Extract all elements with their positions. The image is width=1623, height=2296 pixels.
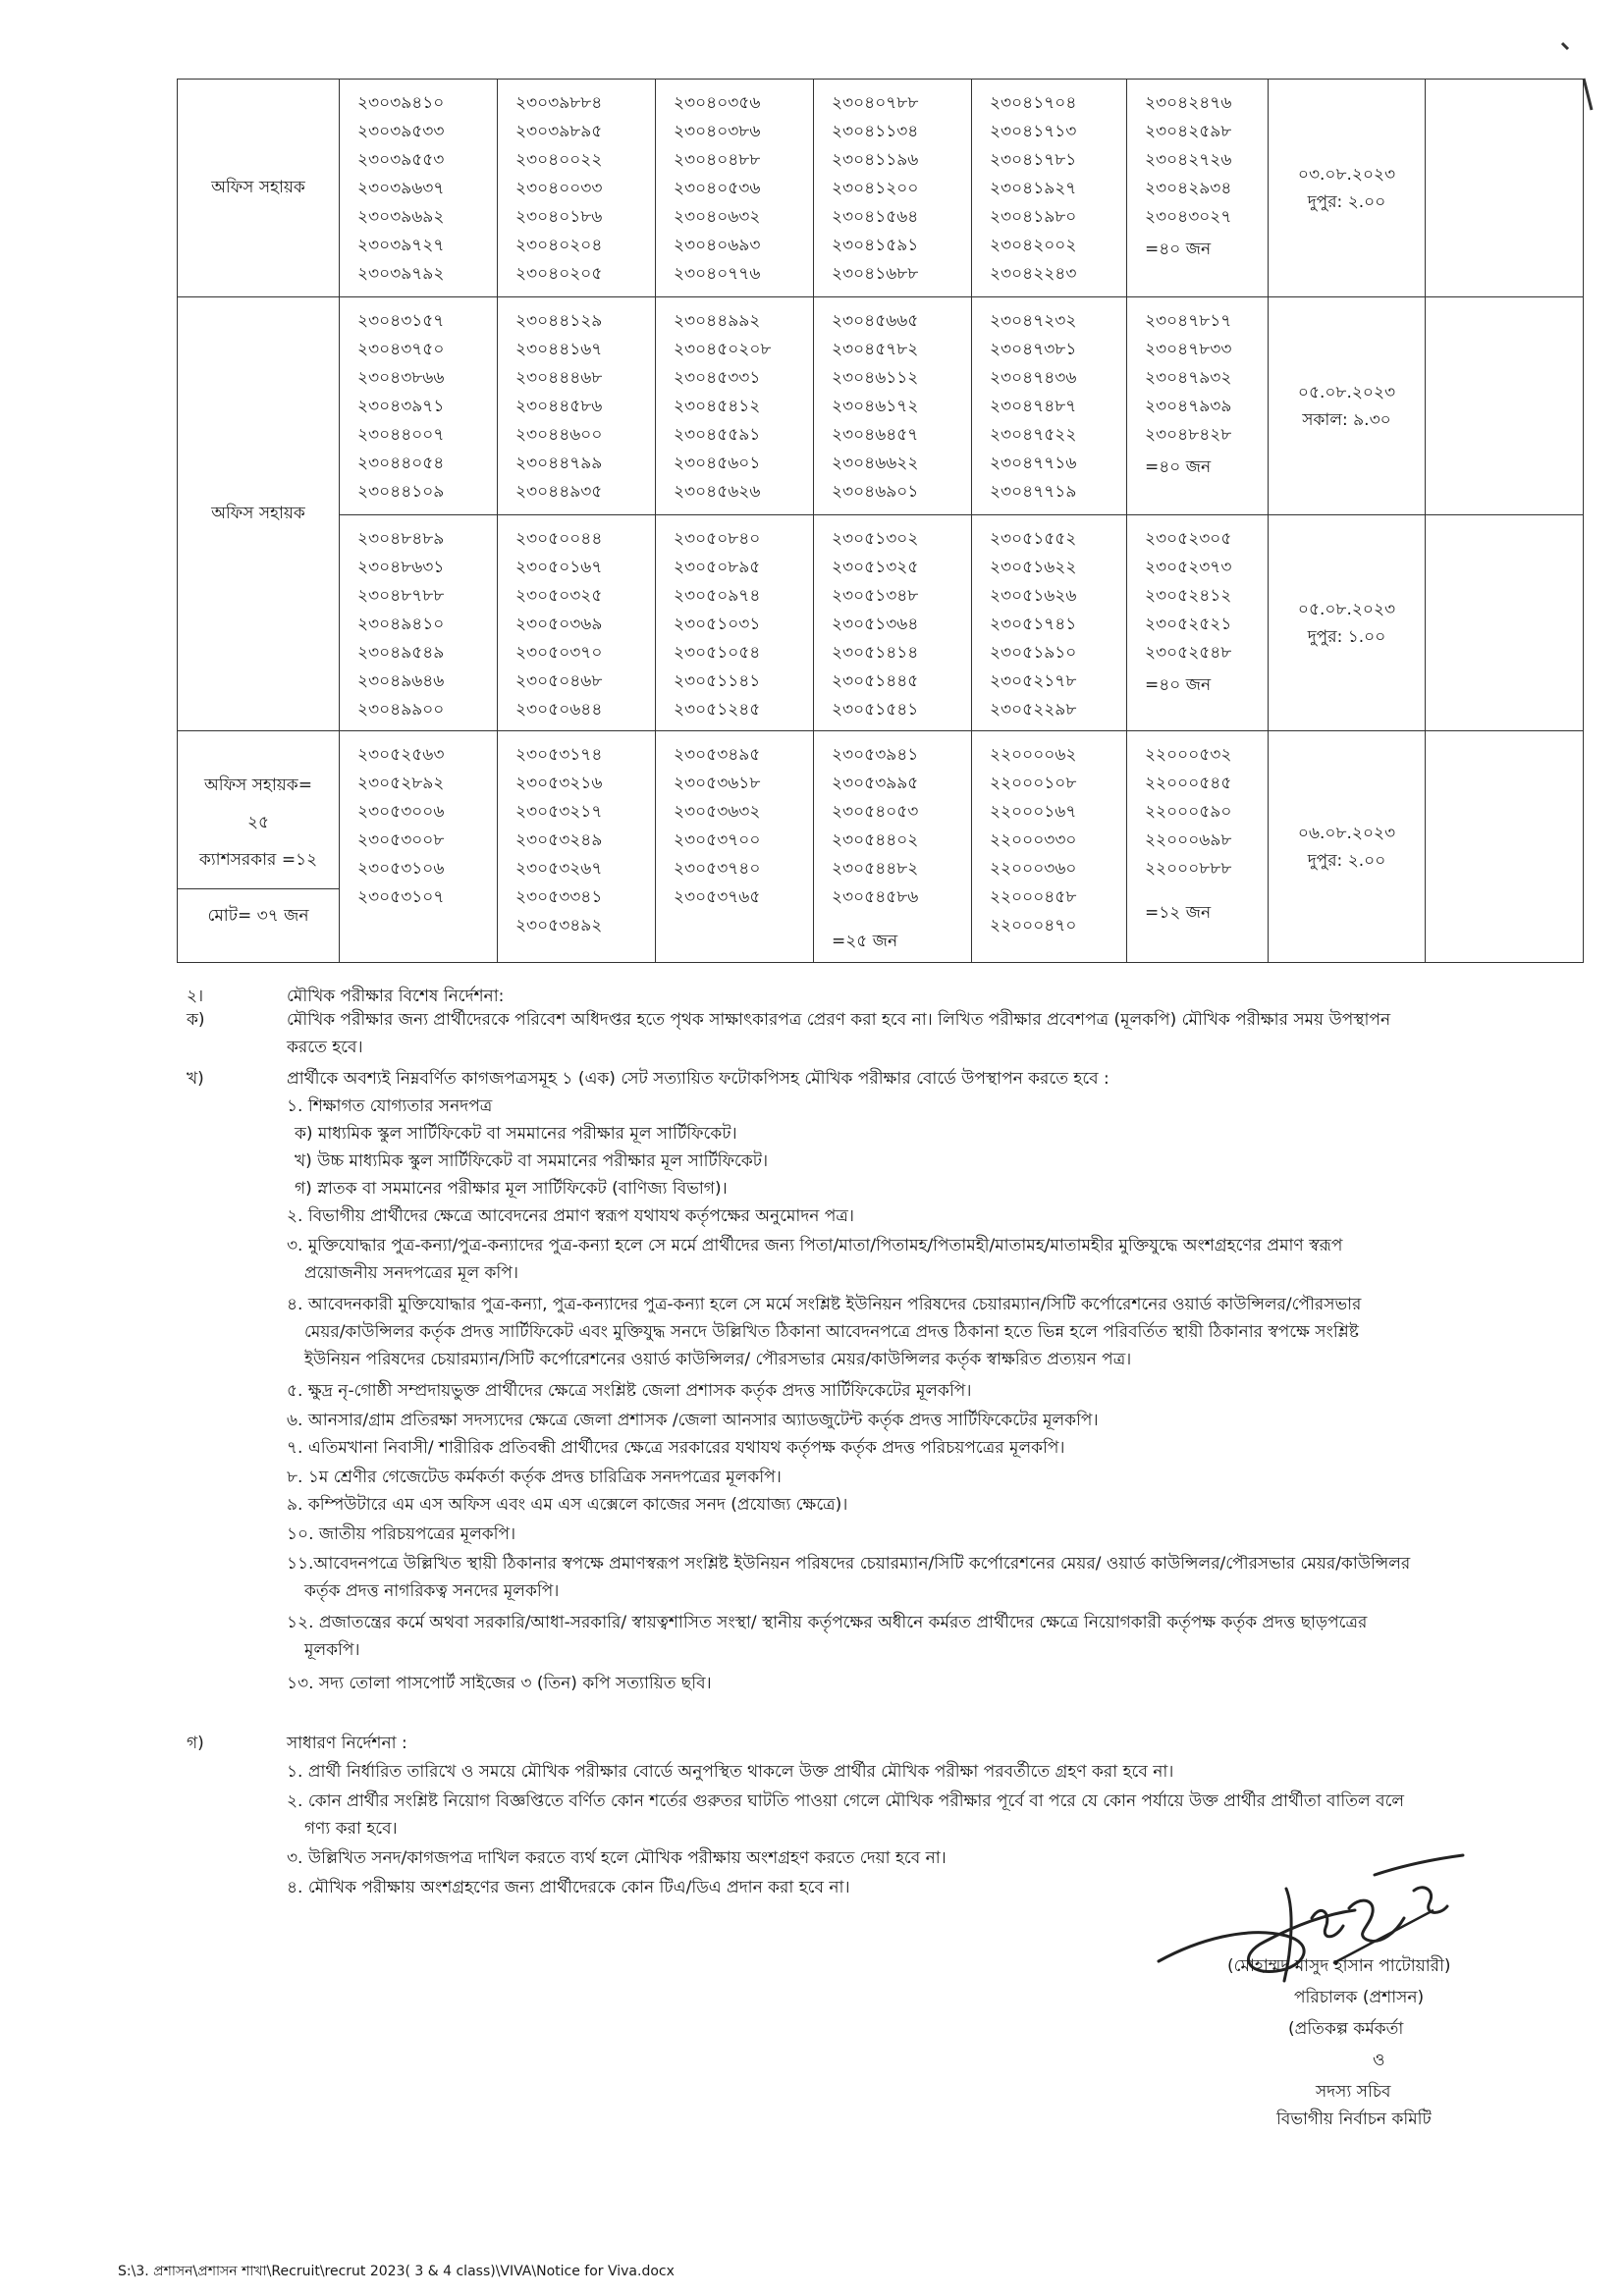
general-instruction-line: ২. কোন প্রার্থীর সংশ্লিষ্ট নিয়োগ বিজ্ঞপ্তিতে বর্ণিত কোন শর্তের গুরুতর ঘাটতি পাওয়া গেলে মৌখিক পরীক্ষার পূর্বে বা পরে যে কোন পর্যায়ে উক্ত প্রার্থীর প্রার্থীতা বাতিল বলে: [287, 1791, 1405, 1811]
roll-number: ২৩০৫১২৪৫: [674, 700, 761, 720]
roll-number: ২৩০৪২৭২৬: [1145, 150, 1232, 170]
roll-number: ২৩০৪২০০২: [990, 236, 1077, 255]
ga-heading: সাধারণ নির্দেশনা :: [287, 1734, 407, 1753]
roll-number: ২৩০৪৫৪১২: [674, 397, 761, 416]
roll-column-4: [814, 297, 972, 515]
roll-number: ২৩০৪৩৮৬৬: [357, 368, 445, 388]
roll-number: ২৩০৪৯৫৪৯: [357, 643, 445, 663]
roll-number-table: [177, 79, 1584, 963]
roll-number: ২৩০৫০০৪৪: [515, 529, 603, 549]
roll-number: ২৩০৪৮৭৮৮: [357, 586, 445, 606]
roll-number: ২৩০৪১৭০৪: [990, 93, 1077, 113]
roll-number: ২৩০৪০৩৮৬: [674, 122, 761, 141]
roll-number: ২৩০৫১৬২৬: [990, 586, 1077, 606]
roll-number: ২৩০৫১১৪১: [674, 671, 761, 691]
roll-number: ২৩০৪৫০২০৮: [674, 340, 772, 359]
roll-number: ২৩০৪৭৭১৬: [990, 454, 1077, 473]
roll-column-4: [814, 515, 972, 731]
roll-column-6: [1127, 731, 1269, 963]
roll-number: ২৩০৫১৬২২: [990, 558, 1077, 577]
roll-number: ২৩০৩৯৮৯৫: [515, 122, 603, 141]
roll-number: ২৩০৫১৩৬৪: [832, 614, 919, 634]
document-requirement-line: মূলকপি।: [304, 1640, 360, 1660]
roll-number: ২৩০৫২২৯৮: [990, 700, 1077, 720]
roll-number: ২৩০৪৪৭৯৯: [515, 454, 603, 473]
roll-column-3: [656, 731, 814, 963]
roll-number: ২৩০৪১৫৯১: [832, 236, 919, 255]
roll-number: ২৩০৪১৫৬৪: [832, 207, 919, 227]
schedule-cell: [1269, 80, 1426, 297]
roll-number: ২৩০৪৭৯৩৯: [1145, 397, 1232, 416]
roll-number: ২২০০০৪৫৮: [990, 887, 1077, 907]
roll-number: ২২০০০৩৬০: [990, 859, 1077, 879]
roll-number: ২৩০৪১৯২৭: [990, 179, 1077, 198]
candidate-count: =৪০ জন: [1145, 240, 1212, 259]
roll-number: ২৩০৪৬১১২: [832, 368, 919, 388]
document-requirement-line: ৮. ১ম শ্রেণীর গেজেটেড কর্মকর্তা কর্তৃক প্রদত্ত চারিত্রিক সনদপত্রের মূলকপি।: [287, 1468, 782, 1487]
roll-number: ২৩০৪৭৩৮১: [990, 340, 1077, 359]
roll-number: ২৩০৫৪৪৮২: [832, 859, 919, 879]
roll-number: ২৩০৫১৫৫২: [990, 529, 1077, 549]
roll-number: ২৩০৫০৯৭৪: [674, 586, 761, 606]
roll-number: ২৩০৪১১৩৪: [832, 122, 919, 141]
roll-number: ২৩০৫৩৯৪১: [832, 745, 919, 765]
empty-remarks-cell: [1426, 731, 1584, 963]
roll-number: ২২০০০৮৮৮: [1145, 859, 1232, 879]
roll-number: ২৩০৪০৫৩৬: [674, 179, 761, 198]
post-label: অফিস সহায়ক: [211, 503, 305, 523]
roll-number: ২৩০৪৭৮৩৩: [1145, 340, 1232, 359]
roll-number: ২৩০৫২৮৯২: [357, 774, 445, 793]
roll-number: ২৩০৪৩৯৭১: [357, 397, 445, 416]
candidate-count: =৪০ জন: [1145, 457, 1212, 477]
document-requirement-line: গ) স্নাতক বা সমমানের পরীক্ষার মূল সার্টিফিকেট (বাণিজ্য বিভাগ)।: [295, 1179, 728, 1199]
exam-date: ০৬.০৮.২০২৩: [1297, 823, 1396, 843]
roll-number: ২৩০৫৩৭৪০: [674, 859, 761, 879]
roll-number: ২৩০৪৮৪২৮: [1145, 425, 1232, 445]
roll-number: ২৩০৪৮৪৮৯: [357, 529, 445, 549]
general-instruction-line: ৪. মৌখিক পরীক্ষায় অংশগ্রহণের জন্য প্রার্থীদেরকে কোন টিএ/ডিএ প্রদান করা হবে না।: [287, 1878, 850, 1897]
roll-number: ২৩০৪৪১০৯: [357, 482, 445, 502]
roll-number: ২৩০৪৫৭৮২: [832, 340, 919, 359]
roll-number: ২৩০৪৭২৩২: [990, 311, 1077, 331]
kha-marker: খ): [187, 1069, 204, 1089]
roll-number: ২৩০৪৫৬২৬: [674, 482, 761, 502]
roll-number: ২৩০৫৩৪৯৫: [674, 745, 761, 765]
roll-number: ২৩০৫২৪১২: [1145, 586, 1232, 606]
roll-number: ২৩০৫১৪১৪: [832, 643, 919, 663]
roll-number: ২৩০৪৪০০৭: [357, 425, 445, 445]
roll-number: ২৩০৫২৫৬৩: [357, 745, 445, 765]
roll-column-4: [814, 731, 972, 963]
roll-number: ২৩০৫০৪৬৮: [515, 671, 603, 691]
roll-number: ২৩০৫২৫৪৮: [1145, 643, 1232, 663]
roll-number: ২২০০০১৬৭: [990, 802, 1077, 822]
document-requirement-line: প্রয়োজনীয় সনদপত্রের মূল কপি।: [304, 1263, 518, 1283]
roll-number: ২৩০৫৩২১৭: [515, 802, 603, 822]
exam-time: দুপুর: ২.০০: [1307, 191, 1386, 212]
roll-number: ২৩০৫৩২৬৭: [515, 859, 603, 879]
general-instruction-line: ৩. উল্লিখিত সনদ/কাগজপত্র দাখিল করতে ব্যর্থ হলে মৌখিক পরীক্ষায় অংশগ্রহণ করতে দেয়া হবে না।: [287, 1848, 947, 1868]
signatory-role: (প্রতিকল্প কর্মকর্তা: [1288, 2019, 1404, 2039]
roll-number: ২৩০৫৪৪০২: [832, 830, 919, 850]
roll-number: ২৩০৫৩১০৬: [357, 859, 445, 879]
roll-number: ২৩০৫৩৩৪১: [515, 887, 603, 907]
roll-number: ২২০০০৫৪৫: [1145, 774, 1232, 793]
roll-number: ২৩০৪৯৪১০: [357, 614, 445, 634]
roll-column-3: [656, 80, 814, 297]
roll-number: ২৩০৪৩৭৫০: [357, 340, 445, 359]
exam-date: ০৩.০৮.২০২৩: [1297, 164, 1396, 185]
roll-column-5: [972, 297, 1127, 515]
roll-number: ২৩০৫২১৭৮: [990, 671, 1077, 691]
empty-remarks-cell: [1426, 515, 1584, 731]
roll-number: ২৩০৫৩৭০০: [674, 830, 761, 850]
ga-marker: গ): [187, 1734, 204, 1753]
roll-number: ২৩০৫৩৬৩২: [674, 802, 761, 822]
roll-number: ২৩০৪৬১৭২: [832, 397, 919, 416]
document-requirement-line: মেয়র/কাউন্সিলর কর্তৃক প্রদত্ত সার্টিফিকেট এবং মুক্তিযুদ্ধ সনদে উল্লিখিত ঠিকানা আবেদনপত্রে প্রদত্ত ঠিকানা হতে ভিন্ন হলে পরিবর্তিত স্থায়ী ঠিকানার স্বপক্ষে সংশ্লিষ্ট: [304, 1322, 1359, 1342]
post-cell: [178, 80, 340, 297]
roll-number: ২৩০৫৩৬১৮: [674, 774, 761, 793]
candidate-count: =২৫ জন: [832, 932, 898, 951]
roll-number: ২৩০৪৬৪৫৭: [832, 425, 919, 445]
roll-number: ২৩০৪১৭১৩: [990, 122, 1077, 141]
roll-number: ২৩০৩৯৪১০: [357, 93, 445, 113]
post-cell: [178, 297, 340, 731]
roll-number: ২৩০৪১৯৮০: [990, 207, 1077, 227]
roll-number: ২৩০৫৩১৭৪: [515, 745, 603, 765]
roll-number: ২৩০৩৯৭৯২: [357, 264, 445, 284]
empty-remarks-cell: [1426, 80, 1584, 297]
roll-number: ২৩০৪২৯৩৪: [1145, 179, 1232, 198]
document-requirement-line: ৩. মুক্তিযোদ্ধার পুত্র-কন্যা/পুত্র-কন্যাদের পুত্র-কন্যা হলে সে মর্মে প্রার্থীদের জন্য পিতা/মাতা/পিতামহ/পিতামহী/মাতামহ/মাতামহীর মুক্তিযুদ্ধে অংশগ্রহণের প্রমাণ স্বরূপ: [287, 1236, 1343, 1255]
section-number: ২।: [187, 987, 204, 1006]
roll-number: ২৩০৫৩১০৭: [357, 887, 445, 907]
document-requirement-line: ৭. এতিমখানা নিবাসী/ শারীরিক প্রতিবন্ধী প্রার্থীদের ক্ষেত্রে সরকারের যথাযথ কর্তৃপক্ষ কর্তৃক প্রদত্ত পরিচয়পত্রের মূলকপি।: [287, 1438, 1065, 1458]
roll-number: ২৩০৪৪৬০০: [515, 425, 603, 445]
general-instruction-line: ১. প্রার্থী নির্ধারিত তারিখে ও সময়ে মৌখিক পরীক্ষার বোর্ডে অনুপস্থিত থাকলে উক্ত প্রার্থীর মৌখিক পরীক্ষা পরবর্তীতে গ্রহণ করা হবে না।: [287, 1762, 1174, 1782]
roll-number: ২৩০৪৮৬৩১: [357, 558, 445, 577]
roll-number: ২৩০৫১০৩১: [674, 614, 761, 634]
roll-number: ২৩০৫০৩৭০: [515, 643, 603, 663]
roll-number: ২৩০৪০১৮৬: [515, 207, 603, 227]
document-requirement-line: ক) মাধ্যমিক স্কুল সার্টিফিকেট বা সমমানের পরীক্ষার মূল সার্টিফিকেট।: [295, 1124, 737, 1144]
roll-number: ২২০০০০৬২: [990, 745, 1077, 765]
document-requirement-line: ৬. আনসার/গ্রাম প্রতিরক্ষা সদস্যদের ক্ষেত্রে জেলা প্রশাসক /জেলা আনসার অ্যাডজুটেন্ট কর্তৃক প্রদত্ত সার্টিফিকেটের মূলকপি।: [287, 1411, 1099, 1430]
roll-column-3: [656, 515, 814, 731]
post-label: অফিস সহায়ক=: [204, 775, 312, 795]
roll-number: ২৩০৪০২০৪: [515, 236, 603, 255]
roll-number: ২৩০৪০৭৭৬: [674, 264, 761, 284]
roll-column-6: [1127, 80, 1269, 297]
schedule-cell: [1269, 731, 1426, 963]
roll-number: ২৩০৪৪১৬৭: [515, 340, 603, 359]
roll-number: ২২০০০৫৩২: [1145, 745, 1232, 765]
roll-number: ২৩০৪৭৪৩৬: [990, 368, 1077, 388]
roll-number: ২৩০৫৩০০৮: [357, 830, 445, 850]
signatory-committee: বিভাগীয় নির্বাচন কমিটি: [1276, 2109, 1432, 2129]
signatory-conjunction: ও: [1373, 2051, 1385, 2070]
document-requirement-line: ১০. জাতীয় পরিচয়পত্রের মূলকপি।: [287, 1524, 516, 1544]
document-requirement-line: খ) উচ্চ মাধ্যমিক স্কুল সার্টিফিকেট বা সমমানের পরীক্ষার মূল সার্টিফিকেট।: [295, 1151, 769, 1171]
roll-column-6: [1127, 297, 1269, 515]
roll-number: ২৩০৪৭৯৩২: [1145, 368, 1232, 388]
roll-number: ২২০০০১০৮: [990, 774, 1077, 793]
roll-number: ২৩০৪৯৬৪৬: [357, 671, 445, 691]
candidate-count: =৪০ জন: [1145, 675, 1212, 695]
roll-number: ২৩০৫৩৪৯২: [515, 916, 603, 935]
roll-number: ২৩০৩৯৬৩৭: [357, 179, 445, 198]
post-label: ক্যাশসরকার =১২: [198, 850, 318, 870]
ka-line-1: মৌখিক পরীক্ষার জন্য প্রার্থীদেরকে পরিবেশ অধিদপ্তর হতে পৃথক সাক্ষাৎকারপত্র প্রেরণ করা হবে না। লিখিত পরীক্ষার প্রবেশপত্র (মূলকপি) মৌখিক পরীক্ষার সময় উপস্থাপন: [287, 1010, 1391, 1030]
roll-number: ২৩০৩৯৫৫৩: [357, 150, 445, 170]
roll-number: ২৩০৪৭৮১৭: [1145, 311, 1232, 331]
roll-number: ২২০০০৫৯০: [1145, 802, 1232, 822]
roll-number: ২৩০৪২২৪৩: [990, 264, 1077, 284]
roll-number: ২৩০৪৫৬০১: [674, 454, 761, 473]
roll-column-1: [340, 731, 498, 963]
kha-intro: প্রার্থীকে অবশ্যই নিম্নবর্ণিত কাগজপত্রসমূহ ১ (এক) সেট সত্যায়িত ফটোকপিসহ মৌখিক পরীক্ষার বোর্ডে উপস্থাপন করতে হবে :: [287, 1069, 1109, 1089]
file-path-footer: S:\3. প্রশাসন\প্রশাসন শাখা\Recruit\recrut 2023( 3 & 4 class)\VIVA\Notice for Viva.docx: [118, 2264, 675, 2279]
roll-number: ২৩০৫৩২১৬: [515, 774, 603, 793]
roll-number: ২৩০৪৬৬২২: [832, 454, 919, 473]
roll-number: ২৩০৩৯৫৩৩: [357, 122, 445, 141]
roll-number: ২৩০৪৫৩৩১: [674, 368, 761, 388]
post-label: অফিস সহায়ক: [211, 177, 305, 197]
document-requirement-line: ১৩. সদ্য তোলা পাসপোর্ট সাইজের ৩ (তিন) কপি সত্যায়িত ছবি।: [287, 1674, 712, 1693]
roll-number: ২৩০৪৪৪৬৮: [515, 368, 603, 388]
table-row: [178, 297, 1584, 515]
roll-number: ২৩০৪০০৩৩: [515, 179, 603, 198]
roll-number: ২৩০৫৩৯৯৫: [832, 774, 919, 793]
roll-column-2: [498, 515, 656, 731]
table-row: [178, 80, 1584, 297]
roll-number: ২৩০৪১২০০: [832, 179, 919, 198]
roll-number: ২৩০৪৪০৫৪: [357, 454, 445, 473]
roll-number: ২৩০৫৩২৪৯: [515, 830, 603, 850]
roll-number: ২৩০৪১৬৮৮: [832, 264, 919, 284]
roll-number: ২৩০৪৬৯০১: [832, 482, 919, 502]
roll-column-1: [340, 80, 498, 297]
table-row: [178, 515, 1584, 731]
roll-number: ২৩০৩৯৬৯২: [357, 207, 445, 227]
empty-remarks-cell: [1426, 297, 1584, 515]
roll-number: ২৩০৪২৫৯৮: [1145, 122, 1232, 141]
roll-number: ২৩০৪৪৯৯২: [674, 311, 761, 331]
roll-number: ২৩০৪৩০২৭: [1145, 207, 1232, 227]
roll-number: ২৩০৫০৮৪০: [674, 529, 761, 549]
roll-number: ২৩০৫৪৫৮৬: [832, 887, 919, 907]
roll-column-5: [972, 515, 1127, 731]
roll-column-5: [972, 731, 1127, 963]
roll-column-5: [972, 80, 1127, 297]
roll-number: ২৩০৪৪৫৮৬: [515, 397, 603, 416]
roll-number: ২৩০৫০৩৬৯: [515, 614, 603, 634]
roll-column-2: [498, 731, 656, 963]
exam-time: দুপুর: ১.০০: [1307, 626, 1386, 647]
roll-number: ২৩০৫২৩৭৩: [1145, 558, 1232, 577]
post-cell: [178, 731, 340, 963]
exam-time: দুপুর: ২.০০: [1307, 850, 1386, 871]
exam-time: সকাল: ৯.৩০: [1302, 409, 1391, 430]
roll-column-2: [498, 297, 656, 515]
roll-number: ২৩০৪৭৪৮৭: [990, 397, 1077, 416]
signatory-name: (মোহাম্মদ মাসুদ হাসান পাটোয়ারী): [1227, 1956, 1451, 1976]
roll-number: ২৩০৪০২০৫: [515, 264, 603, 284]
schedule-cell: [1269, 297, 1426, 515]
post-label: ২৫: [246, 813, 270, 832]
roll-column-3: [656, 297, 814, 515]
signatory-title: পরিচালক (প্রশাসন): [1294, 1988, 1425, 2007]
roll-number: ২৩০৪১১৯৬: [832, 150, 919, 170]
document-requirement-line: ২. বিভাগীয় প্রার্থীদের ক্ষেত্রে আবেদনের প্রমাণ স্বরূপ যথাযথ কর্তৃপক্ষের অনুমোদন পত্র।: [287, 1206, 854, 1226]
document-requirement-line: ৫. ক্ষুদ্র নৃ-গোষ্ঠী সম্প্রদায়ভুক্ত প্রার্থীদের ক্ষেত্রে সংশ্লিষ্ট জেলা প্রশাসক কর্তৃক প্রদত্ত সার্টিফিকেটের মূলকপি।: [287, 1381, 972, 1401]
roll-number: ২৩০৪০৭৮৮: [832, 93, 919, 113]
roll-column-4: [814, 80, 972, 297]
section-heading: মৌখিক পরীক্ষার বিশেষ নির্দেশনা:: [287, 987, 505, 1006]
post-total: মোট= ৩৭ জন: [178, 888, 339, 931]
roll-number: ২৩০৪১৭৮১: [990, 150, 1077, 170]
ka-marker: ক): [187, 1010, 205, 1030]
roll-number: ২৩০৪৩১৫৭: [357, 311, 445, 331]
roll-number: ২৩০৫১০৫৪: [674, 643, 761, 663]
roll-number: ২৩০৫১৭৪১: [990, 614, 1077, 634]
roll-number: ২৩০৫০৮৯৫: [674, 558, 761, 577]
roll-number: ২৩০৪০৩৫৬: [674, 93, 761, 113]
roll-number: ২৩০৫১৪৪৫: [832, 671, 919, 691]
document-requirement-line: ১২. প্রজাতন্ত্রের কর্মে অথবা সরকারি/আধা-সরকারি/ স্বায়ত্বশাসিত সংস্থা/ স্থানীয় কর্তৃপক্ষের অধীনে কর্মরত প্রার্থীদের ক্ষেত্রে নিয়োগকারী কর্তৃপক্ষ কর্তৃক প্রদত্ত ছাড়পত্রের: [287, 1613, 1368, 1632]
roll-column-6: [1127, 515, 1269, 731]
roll-column-1: [340, 515, 498, 731]
roll-number: ২৩০৪৫৬৬৫: [832, 311, 919, 331]
document-requirement-line: ইউনিয়ন পরিষদের চেয়ারম্যান/সিটি কর্পোরেশনের ওয়ার্ড কাউন্সিলর/ পৌরসভার মেয়র/কাউন্সিলর কর্তৃক স্বাক্ষরিত প্রত্যয়ন পত্র।: [304, 1350, 1132, 1369]
roll-number: ২৩০৪০৬৯৩: [674, 236, 761, 255]
roll-number: ২৩০৪২৪৭৬: [1145, 93, 1232, 113]
document-requirement-line: ১১.আবেদনপত্রে উল্লিখিত স্থায়ী ঠিকানার স্বপক্ষে প্রমাণস্বরূপ সংশ্লিষ্ট ইউনিয়ন পরিষদের চেয়ারম্যান/সিটি কর্পোরেশনের মেয়র/ ওয়ার্ড কাউন্সিলর/পৌরসভার মেয়র/কাউন্সিলর: [287, 1554, 1411, 1574]
roll-number: ২৩০৫২৩০৫: [1145, 529, 1232, 549]
roll-number: ২৩০৫১৩২৫: [832, 558, 919, 577]
table-row: [178, 731, 1584, 963]
roll-number: ২৩০৫০৬৪৪: [515, 700, 603, 720]
candidate-count: =১২ জন: [1145, 903, 1212, 923]
roll-number: ২৩০৪৫৫৯১: [674, 425, 761, 445]
roll-number: ২৩০৪০০২২: [515, 150, 603, 170]
signatory-committee-role: সদস্য সচিব: [1316, 2082, 1391, 2102]
roll-number: ২২০০০৩৩০: [990, 830, 1077, 850]
document-requirement-line: ১. শিক্ষাগত যোগ্যতার সনদপত্র: [287, 1096, 493, 1116]
roll-number: ২৩০৪৪৯৩৫: [515, 482, 603, 502]
exam-date: ০৫.০৮.২০২৩: [1297, 599, 1396, 619]
roll-number: ২৩০৫০৩২৫: [515, 586, 603, 606]
roll-number: ২২০০০৬৯৮: [1145, 830, 1232, 850]
roll-number: ২৩০৪৪১২৯: [515, 311, 603, 331]
exam-date: ০৫.০৮.২০২৩: [1297, 382, 1396, 402]
roll-number: ২৩০৫৪০৫৩: [832, 802, 919, 822]
roll-number: ২৩০৩৯৭২৭: [357, 236, 445, 255]
roll-number: ২৩০৫২৫২১: [1145, 614, 1232, 634]
roll-number: ২৩০৪৭৭১৯: [990, 482, 1077, 502]
document-requirement-line: ৯. কম্পিউটারে এম এস অফিস এবং এম এস এক্সেলে কাজের সনদ (প্রযোজ্য ক্ষেত্রে)।: [287, 1495, 848, 1515]
roll-number: ২৩০৪৭৫২২: [990, 425, 1077, 445]
roll-number: ২৩০৫১৩৪৮: [832, 586, 919, 606]
roll-number: ২৩০৩৯৮৮৪: [515, 93, 603, 113]
roll-number: ২৩০৪৯৯০০: [357, 700, 445, 720]
roll-number: ২৩০৫৩৭৬৫: [674, 887, 761, 907]
ka-line-2: করতে হবে।: [287, 1038, 363, 1057]
roll-number: ২২০০০৪৭০: [990, 916, 1077, 935]
roll-number: ২৩০৫১৯১০: [990, 643, 1077, 663]
roll-number: ২৩০৪০৬৩২: [674, 207, 761, 227]
general-instruction-line: গণ্য করা হবে।: [304, 1819, 398, 1839]
roll-number: ২৩০৫৩০০৬: [357, 802, 445, 822]
document-requirement-line: কর্তৃক প্রদত্ত নাগরিকত্ব সনদের মূলকপি।: [304, 1581, 560, 1601]
document-requirement-line: ৪. আবেদনকারী মুক্তিযোদ্ধার পুত্র-কন্যা, পুত্র-কন্যাদের পুত্র-কন্যা হলে সে মর্মে সংশ্লিষ্ট ইউনিয়ন পরিষদের চেয়ারম্যান/সিটি কর্পোরেশনের ওয়ার্ড কাউন্সিলর/পৌরসভার: [287, 1295, 1362, 1314]
schedule-cell: [1269, 515, 1426, 731]
roll-column-1: [340, 297, 498, 515]
roll-number: ২৩০৫১৩০২: [832, 529, 919, 549]
roll-number: ২৩০৫১৫৪১: [832, 700, 919, 720]
roll-number: ২৩০৪০৪৮৮: [674, 150, 761, 170]
roll-number: ২৩০৫০১৬৭: [515, 558, 603, 577]
roll-column-2: [498, 80, 656, 297]
